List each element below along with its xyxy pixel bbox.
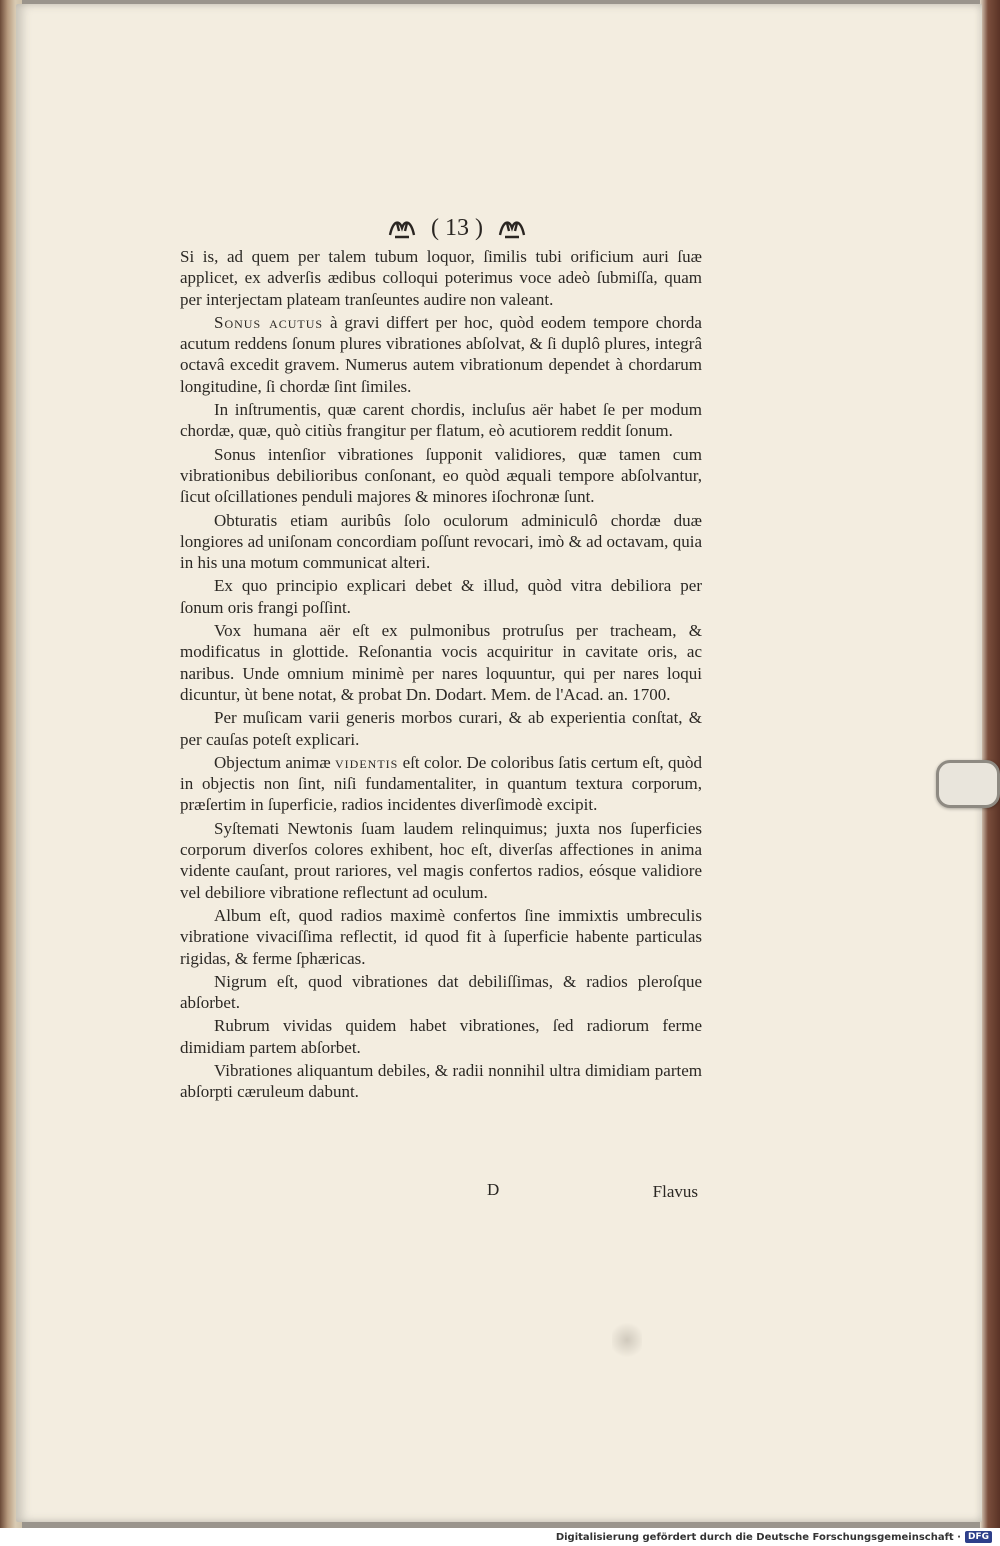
- paragraph-text: Per muſicam varii generis morbos curari, & ab experientia conſtat, & per cauſas poteſt explicari.: [180, 708, 702, 749]
- paragraph-text: à gravi differt per hoc, quòd eodem tempore chorda acutum reddens ſonum plures vibrationes abſolvat, & ſi duplô plures, integrâ octavâ excedit gravem. Numerus autem vibrationum dependet à chordarum longitudine, ſi chordæ ſint ſimiles.: [180, 312, 702, 396]
- catchword: Flavus: [652, 1182, 698, 1201]
- paragraph: [180, 312, 702, 397]
- small-caps-term: Sonus acutus: [214, 312, 324, 332]
- paragraph: [180, 971, 702, 1014]
- page-header: [362, 210, 552, 246]
- dfg-logo[interactable]: DFG: [965, 1531, 992, 1543]
- paragraph-text: Objectum animæ: [214, 752, 336, 772]
- paragraph: [180, 575, 702, 618]
- paragraph-text: Nigrum eſt, quod vibrationes dat debiliſſimas, & radios pleroſque abſorbet.: [180, 971, 702, 1013]
- paragraph-text: eſt color. De coloribus ſatis certum eſt, quòd in objectis non ſint, niſi fundamentaliter, in quantum textura corporum, præſertim in ſuperficie, radios incidentes diverſimodè excipit.: [180, 752, 702, 815]
- page-number: ( 13 ): [431, 214, 483, 241]
- paragraph: [180, 1060, 702, 1103]
- paragraph-text: Syſtemati Newtonis ſuam laudem relinquimus; juxta nos ſuperficies corporum diverſos colores exhibent, hoc eſt, diverſas affectiones in anima vidente cauſant, prout rariores, vel magis confertos radios, eósque validiore vel debiliore vibratione reflectunt ad oculum.: [180, 818, 702, 902]
- paragraph-text: Vibrationes aliquantum debiles, & radii nonnihil ultra dimidiam partem abſorpti cæruleum dabunt.: [180, 1060, 702, 1102]
- credit-text: Digitalisierung gefördert durch die Deutsche Forschungsgemeinschaft ·: [555, 1531, 961, 1543]
- small-caps-term: videntis: [335, 752, 399, 772]
- paragraph-text: In inſtrumentis, quæ carent chordis, incluſus aër habet ſe per modum chordæ, quæ, quò citiùs frangitur per flatum, eò acutiorem reddit ſonum.: [180, 400, 702, 441]
- paragraph-text: Si is, ad quem per talem tubum loquor, ſimilis tubi orificium auri ſuæ applicet, ex adverſis ædibus colloqui poterimus voce adeò ſubmiſſa, quam per interjectam plateam tranſeuntes audire non valeant.: [180, 247, 702, 309]
- paragraph-text: Vox humana aër eſt ex pulmonibus protruſus per tracheam, & modificatus in glottide. Reſonantia vocis acquiritur in cavitate oris, ac naribus. Unde omnium minimè per nares loquuntur, qui per nares loqui dicuntur, ùt bene notat, & probat Dn. Dodart. Mem. de l'Acad. an. 1700.: [180, 621, 702, 704]
- page-footer: [180, 1180, 702, 1204]
- paragraph: [180, 444, 702, 508]
- paragraph: [180, 1015, 702, 1058]
- paragraph: [180, 246, 702, 310]
- paragraph-text: Ex quo principio explicari debet & illud, quòd vitra debiliora per ſonum oris frangi poſſint.: [180, 576, 702, 617]
- paragraph-text: Sonus intenſior vibrationes ſupponit validiores, quæ tamen cum vibrationibus debilioribus conſonant, eo quòd æquali tempore abſolvantur, ſicut oſcillationes penduli majores & minores iſochronæ ſunt.: [180, 444, 702, 507]
- digitization-credit-bar: [0, 1528, 1000, 1546]
- signature-mark: D: [487, 1180, 500, 1199]
- paragraph-text: Album eſt, quod radios maximè confertos ſine immixtis umbreculis vibratione vivaciſſima reflectit, id quod fit à ſuperficie habente particulas rigidas, & ferme ſphæricas.: [180, 905, 702, 968]
- paragraph: [180, 510, 702, 574]
- fleuron-left-icon: [387, 215, 417, 241]
- paragraph: [180, 620, 702, 705]
- paragraph-text: Rubrum vividas quidem habet vibrationes, ſed radiorum ferme dimidiam partem abſorbet.: [180, 1016, 702, 1057]
- paragraph: [180, 905, 702, 969]
- paper-stain: [612, 1320, 642, 1360]
- paragraph: [180, 818, 702, 903]
- paragraph: [180, 752, 702, 816]
- body-text: [180, 246, 702, 1105]
- paragraph: [180, 399, 702, 442]
- paragraph: [180, 707, 702, 750]
- page-clip: [936, 760, 1000, 808]
- fleuron-right-icon: [497, 215, 527, 241]
- paragraph-text: Obturatis etiam auribûs ſolo oculorum adminiculô chordæ duæ longiores ad uniſonam concordiam poſſunt revocari, imò & ad octavam, quia in his una motum communicat alteri.: [180, 510, 702, 573]
